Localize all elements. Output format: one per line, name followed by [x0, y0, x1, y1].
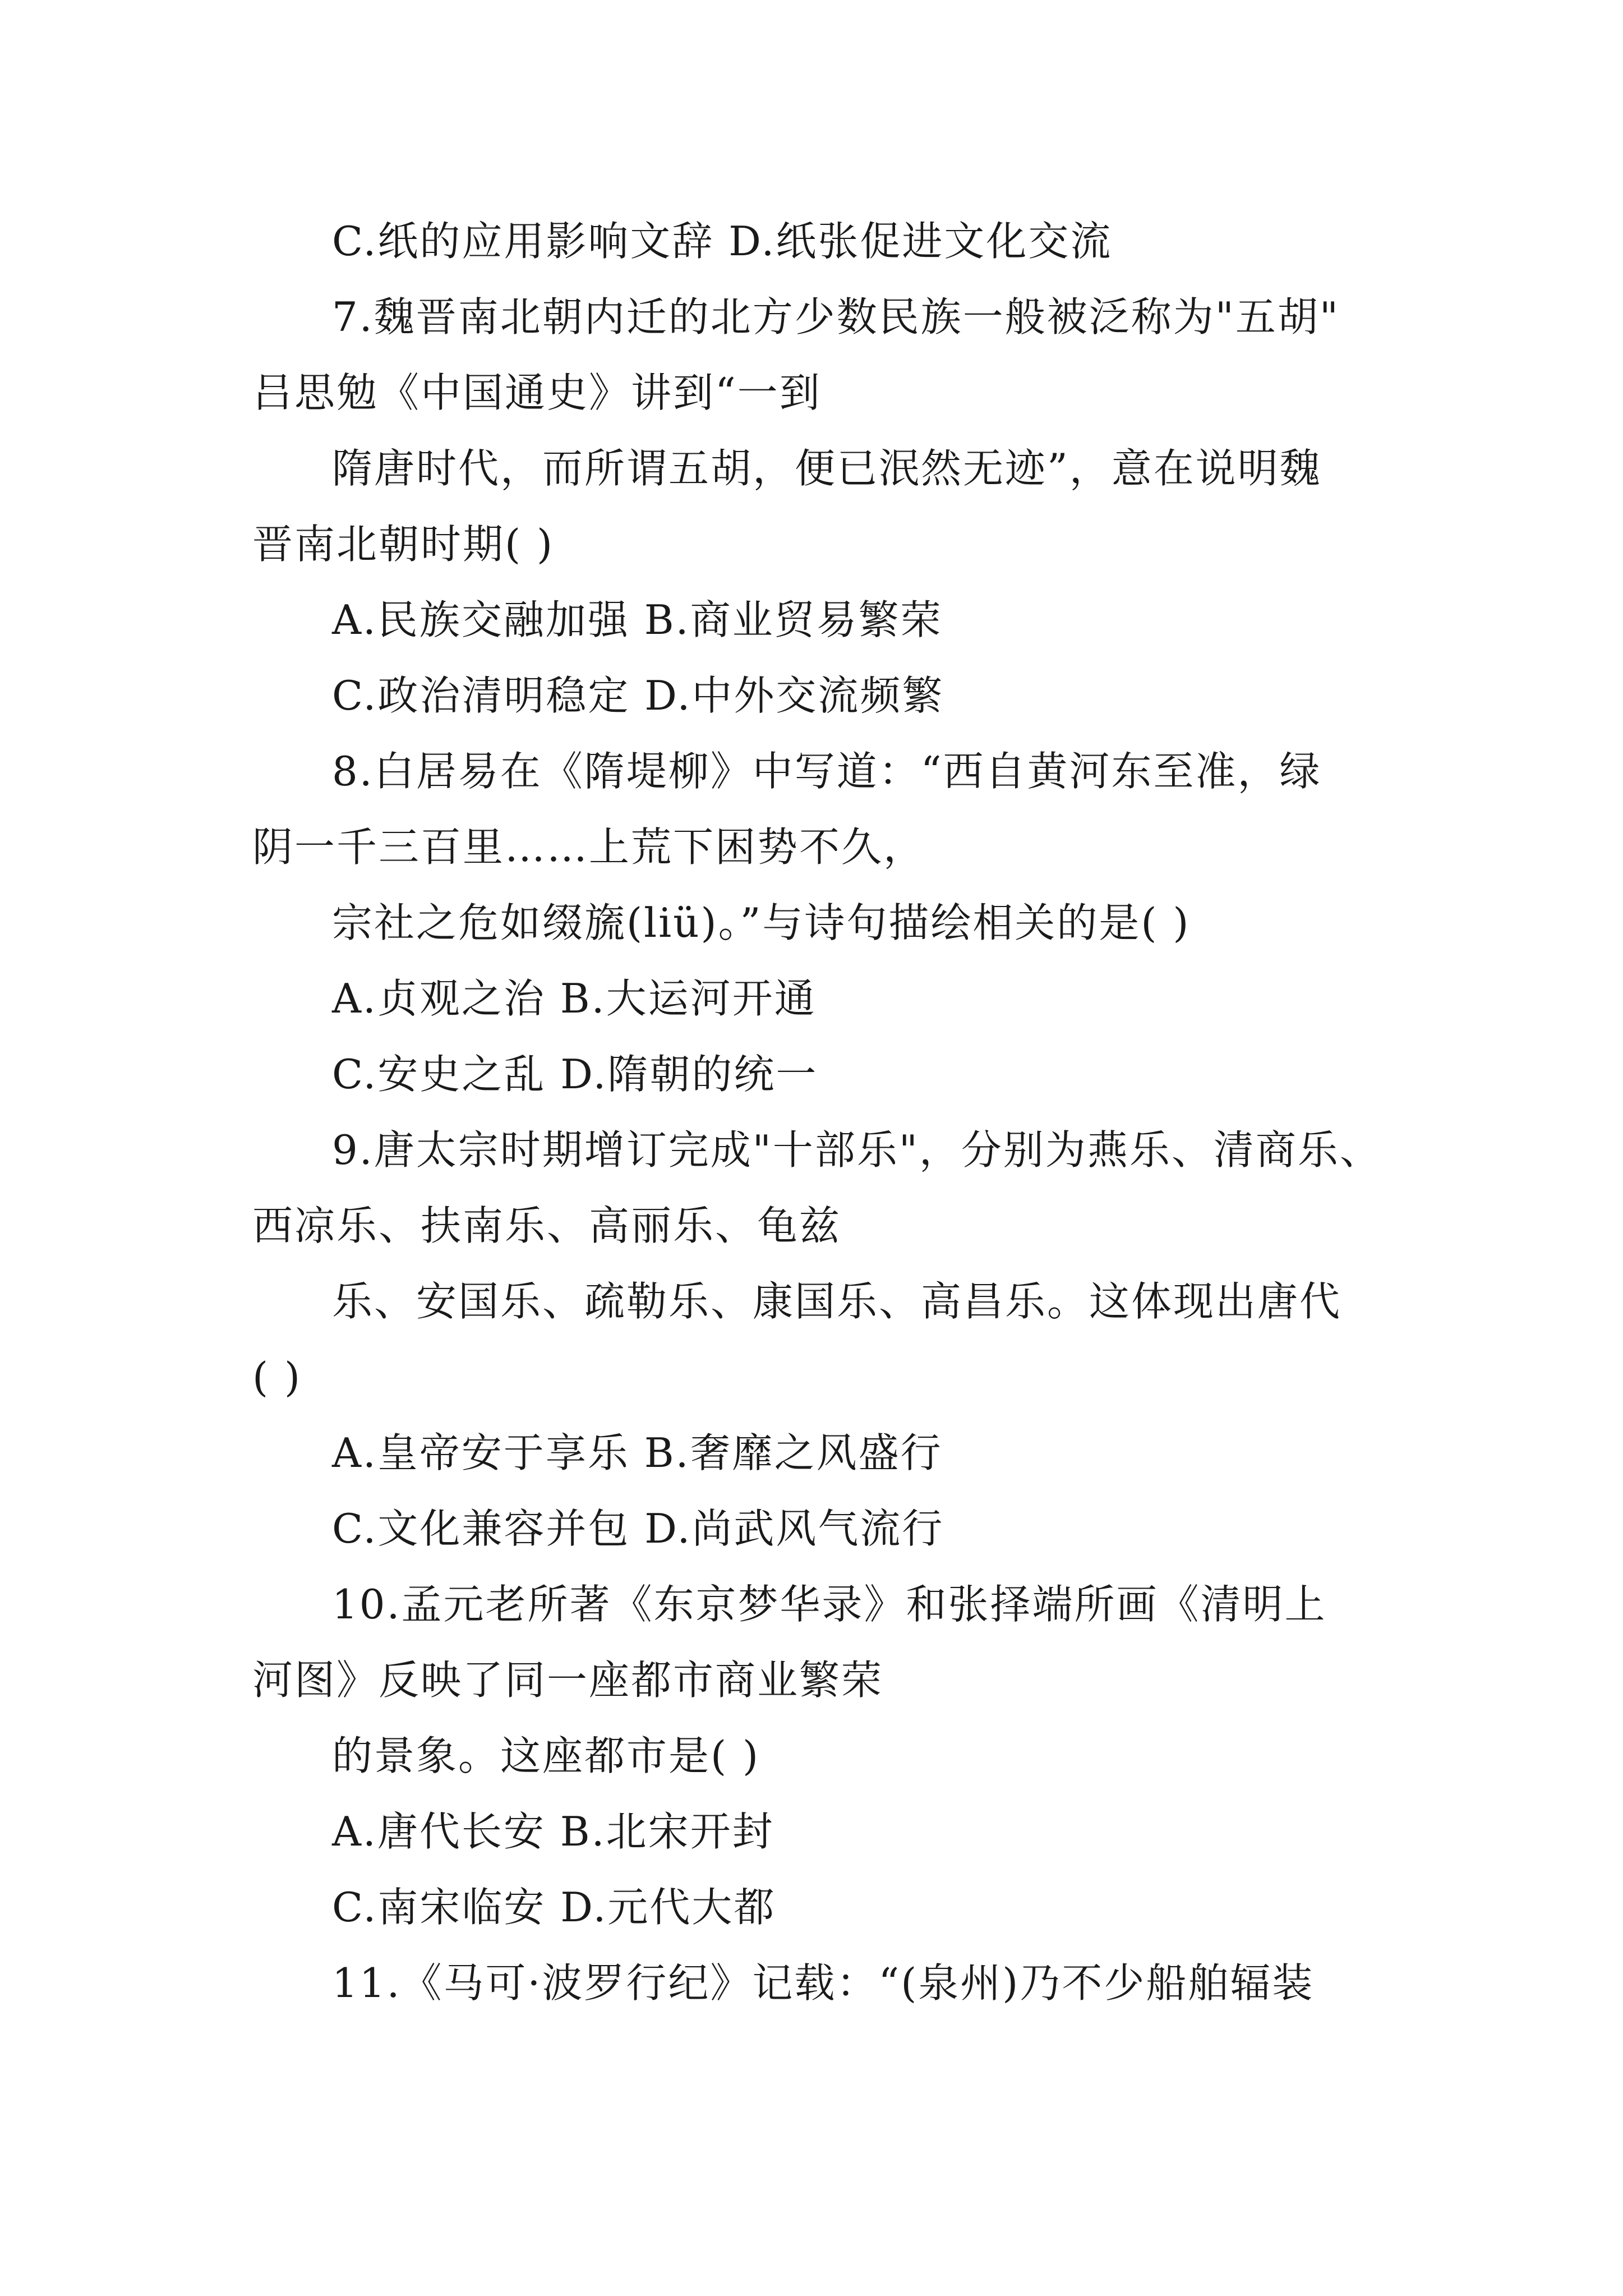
option-line-q6-cd: C.纸的应用影响文辞 D.纸张促进文化交流 — [332, 218, 1113, 265]
question-10-line-1: 10.孟元老所著《东京梦华录》和张择端所画《清明上 — [332, 1581, 1327, 1628]
question-7-line-1: 7.魏晋南北朝内迁的北方少数民族一般被泛称为"五胡" — [332, 293, 1340, 341]
question-7-line-2: 吕思勉《中国通史》讲到“一到 — [252, 369, 822, 416]
question-11-line-1: 11.《马可·波罗行纪》记载：“(泉州)乃不少船舶辐装 — [332, 1959, 1315, 2007]
question-10-line-3: 的景象。这座都市是( ) — [332, 1732, 760, 1779]
question-8-line-2: 阴一千三百里……上荒下困势不久， — [252, 823, 926, 871]
option-line-q10-cd: C.南宋临安 D.元代大都 — [332, 1884, 776, 1931]
question-8-line-3: 宗社之危如缀旒(liü)。”与诗句描绘相关的是( ) — [332, 899, 1191, 946]
option-line-q10-ab: A.唐代长安 B.北宋开封 — [332, 1808, 774, 1855]
question-10-line-2: 河图》反映了同一座都市商业繁荣 — [252, 1657, 884, 1704]
question-7-line-4: 晋南北朝时期( ) — [252, 521, 555, 568]
option-line-q8-cd: C.安史之乱 D.隋朝的统一 — [332, 1051, 818, 1098]
option-line-q9-ab: A.皇帝安于享乐 B.奢靡之风盛行 — [332, 1429, 943, 1476]
question-9-line-2: 西凉乐、扶南乐、高丽乐、龟兹 — [252, 1202, 842, 1249]
question-8-line-1: 8.白居易在《隋堤柳》中写道：“西自黄河东至准，绿 — [332, 748, 1322, 795]
question-9-line-1: 9.唐太宗时期增订完成"十部乐"，分别为燕乐、清商乐、 — [332, 1126, 1382, 1174]
question-9-line-4: ( ) — [252, 1354, 302, 1401]
question-9-line-3: 乐、安国乐、疏勒乐、康国乐、高昌乐。这体现出唐代 — [332, 1278, 1342, 1325]
question-7-line-3: 隋唐时代，而所谓五胡，便已泯然无迹”，意在说明魏 — [332, 445, 1322, 492]
option-line-q7-cd: C.政治清明稳定 D.中外交流频繁 — [332, 672, 944, 719]
option-line-q8-ab: A.贞观之治 B.大运河开通 — [332, 975, 817, 1022]
option-line-q7-ab: A.民族交融加强 B.商业贸易繁荣 — [332, 596, 943, 643]
option-line-q9-cd: C.文化兼容并包 D.尚武风气流行 — [332, 1505, 944, 1552]
